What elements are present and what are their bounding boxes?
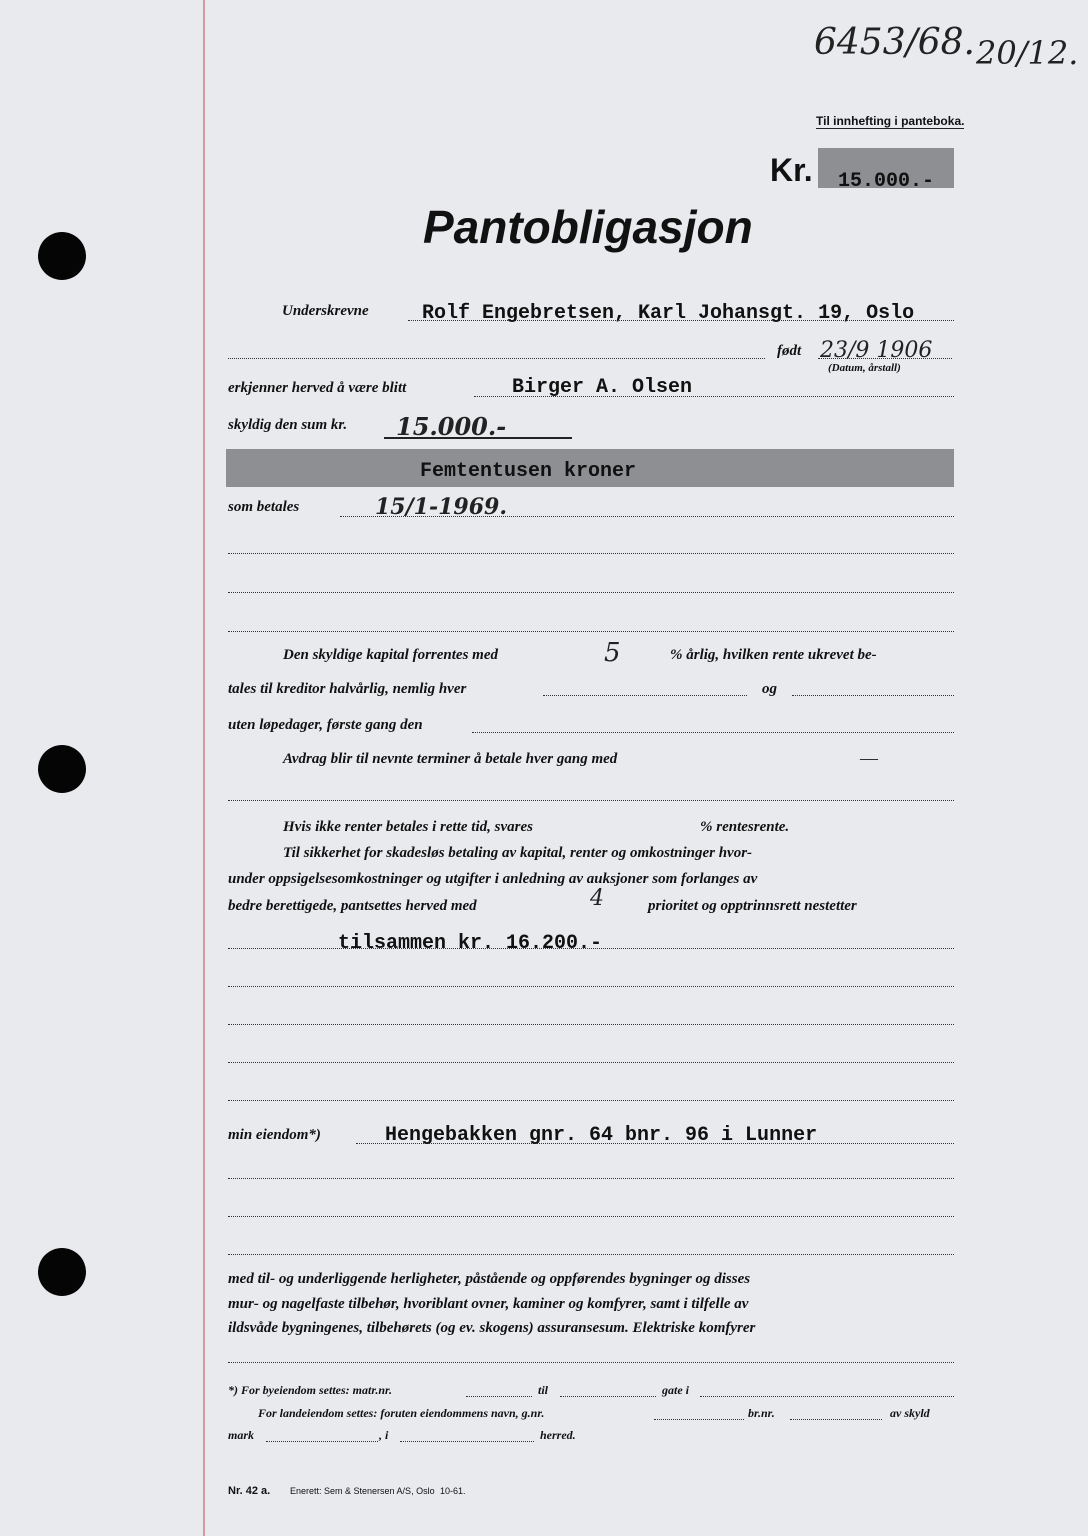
interest-line-1: Den skyldige kapital forrentes med [283,647,498,663]
amount-value: 15.000.- [838,170,935,193]
sum-label: skyldig den sum kr. [228,417,348,433]
acknowledge-label: erkjenner herved å være blitt [228,380,407,396]
blank-line [228,1254,954,1255]
footnote-skyld: av skyld [890,1406,930,1420]
footnote-rural: For landeiendom settes: foruten eiendommens navn, g.nr. [258,1406,545,1420]
blank-line [654,1419,744,1420]
footnote-mark: mark [228,1428,255,1442]
blank-line [228,1024,954,1025]
sum-value: 15.000.- [396,412,507,441]
security-line-4: bedre berettigede, pantsettes herved med [228,898,477,914]
total-value: tilsammen kr. 16.200.- [338,932,603,955]
property-value: Hengebakken gnr. 64 bnr. 96 i Lunner [385,1124,818,1147]
footnote-city: *) For byeiendom settes: matr.nr. [228,1383,393,1397]
late-interest-line: Hvis ikke renter betales i rette tid, svares [283,819,533,835]
clause-line-1: med til- og underliggende herligheter, påstående og oppførendes bygninger og disses [228,1271,751,1287]
footnote-i: , i [379,1428,389,1442]
priority-value: 4 [590,886,604,911]
publisher: Enerett: Sem & Stenersen A/S, Oslo [290,1486,435,1496]
blank-line [400,1441,534,1442]
security-line-2: Til sikkerhet for skadesløs betaling av kapital, renter og omkostninger hvor- [283,845,753,861]
blank-line [560,1396,656,1397]
late-interest-end: % rentesrente. [700,819,790,835]
footnote-til: til [538,1383,549,1397]
currency-label: Kr. [770,152,813,188]
blank-line [228,986,954,987]
blank-line [792,695,954,696]
blank-line [228,800,954,801]
undersigned-label: Underskrevne [282,303,369,319]
installment-line: Avdrag blir til nevnte terminer å betale hver gang med [283,751,618,767]
edition: 10-61. [440,1486,466,1496]
margin-line [203,0,205,1536]
blank-line [228,553,954,554]
payable-value: 15/1-1969. [375,494,507,520]
form-number: Nr. 42 a. [228,1485,271,1497]
security-line-3: under oppsigelsesomkostninger og utgifter i anledning av auksjoner som forlanges av [228,871,758,887]
punch-hole [38,232,86,280]
blank-line [228,631,954,632]
footnote-gate: gate i [662,1383,689,1397]
blank-line [472,732,954,733]
blank-line [543,695,747,696]
blank-line [228,1100,954,1101]
payable-label: som betales [228,499,300,515]
blank-line [228,1216,954,1217]
file-number: 6453/68. [814,22,975,63]
interest-line-2: tales til kreditor halvårlig, nemlig hver [228,681,467,697]
footnote-herred: herred. [540,1428,576,1442]
interest-line-3: uten løpedager, første gang den [228,717,423,733]
punch-hole [38,745,86,793]
installment-value: — [860,748,878,768]
creditor-value: Birger A. Olsen [512,376,693,399]
blank-line [228,1362,954,1363]
blank-line [228,1062,954,1063]
footnote-brnr: br.nr. [748,1406,775,1420]
interest-rate: 5 [604,638,621,668]
security-line-4-end: prioritet og opptrinnsrett nestetter [648,898,857,914]
blank-line [466,1396,532,1397]
property-label: min eiendom*) [228,1127,321,1143]
born-label: født [777,343,802,359]
blank-line [790,1419,882,1420]
punch-hole [38,1248,86,1296]
clause-line-3: ildsvåde bygningenes, tilbehørets (og ev. skogens) assuransesum. Elektriske komfyrer [228,1320,756,1336]
blank-line [266,1441,378,1442]
date-note: 20/12. [976,34,1079,72]
sum-words: Femtentusen kroner [420,460,637,483]
interest-line-1-end: % årlig, hvilken rente ukrevet be- [670,647,877,663]
born-value: 23/9 1906 [820,338,933,363]
blank-line [228,358,765,359]
born-hint: (Datum, årstall) [828,362,901,374]
clause-line-2: mur- og nagelfaste tilbehør, hvoriblant ovner, kaminer og komfyrer, samt i tilfelle av [228,1296,749,1312]
blank-line [700,1396,954,1397]
blank-line [228,592,954,593]
page-title: Pantobligasjon [423,201,753,253]
interest-and: og [762,681,777,697]
blank-line [228,1178,954,1179]
filing-label: Til innhefting i panteboka. [816,114,965,128]
undersigned-value: Rolf Engebretsen, Karl Johansgt. 19, Oslo [422,302,915,325]
